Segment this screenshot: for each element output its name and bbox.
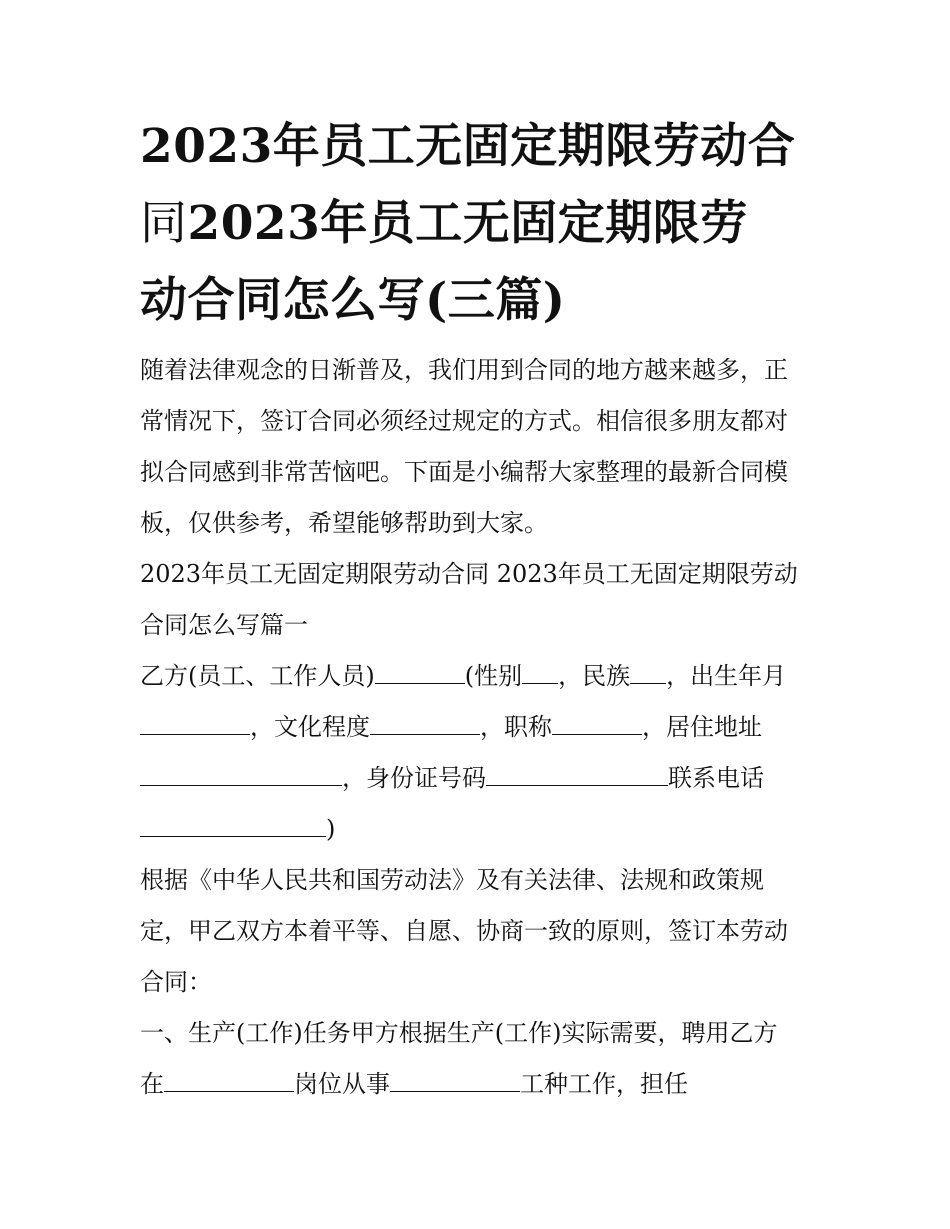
birth-date-label: ，出生年月 [666, 662, 787, 690]
subtitle-line-1: 2023年员工无固定期限劳动合同 2023年员工无固定期限劳动 [140, 560, 798, 588]
birth-date-blank[interactable] [140, 712, 250, 735]
title-line-1-text: 2023年员工无固定期限劳动合 [140, 119, 796, 174]
document-title [140, 108, 820, 339]
address-label: ，居住地址 [642, 713, 762, 741]
ethnicity-blank[interactable] [630, 661, 666, 684]
intro-line-2: 常情况下，签订合同必须经过规定的方式。相信很多朋友都对 [140, 407, 788, 435]
party-b-line-3 [140, 753, 820, 804]
ethnicity-label: ，民族 [558, 662, 631, 690]
work-type-blank[interactable] [390, 1069, 520, 1092]
position-blank[interactable] [164, 1069, 294, 1092]
closing-paren: ) [326, 815, 336, 843]
document-page [140, 108, 820, 1110]
party-b-line-4 [140, 804, 820, 855]
phone-label: 联系电话 [668, 764, 764, 792]
document-body [140, 345, 820, 1110]
clause-1-line-2 [140, 1059, 820, 1110]
title-line-2-prefix: 同 [140, 196, 188, 251]
clause-1-worktype-label: 工种工作，担任 [520, 1070, 688, 1098]
name-blank[interactable] [375, 661, 465, 684]
gender-label: (性别 [464, 662, 523, 690]
title-line-3-text: 动合同怎么写(三篇) [140, 273, 566, 328]
education-label: ，文化程度 [250, 713, 370, 741]
address-blank[interactable] [140, 763, 342, 786]
id-number-blank[interactable] [486, 763, 668, 786]
intro-line-4: 板，仅供参考，希望能够帮助到大家。 [140, 509, 548, 537]
clause-1-at-label: 在 [140, 1070, 164, 1098]
title-rank-label: ，职称 [480, 713, 552, 741]
intro-line-1: 随着法律观念的日渐普及，我们用到合同的地方越来越多，正 [140, 356, 788, 384]
intro-line-3: 拟合同感到非常苦恼吧。下面是小编帮大家整理的最新合同模 [140, 458, 788, 486]
title-line-3 [140, 262, 820, 339]
party-b-line-1 [140, 651, 820, 702]
id-number-label: ，身份证号码 [342, 764, 486, 792]
title-line-2-text: 2023年员工无固定期限劳 [187, 196, 748, 251]
basis-line-2: 定，甲乙双方本着平等、自愿、协商一致的原则，签订本劳动 [140, 917, 788, 945]
gender-blank[interactable] [522, 661, 558, 684]
clause-1-line-1: 一、生产(工作)任务甲方根据生产(工作)实际需要，聘用乙方 [140, 1019, 778, 1047]
title-line-1 [140, 108, 820, 185]
party-b-line-2 [140, 702, 820, 753]
title-rank-blank[interactable] [552, 712, 642, 735]
title-line-2 [140, 185, 820, 262]
clause-1-position-label: 岗位从事 [294, 1070, 390, 1098]
education-blank[interactable] [370, 712, 480, 735]
subtitle-line-2: 合同怎么写篇一 [140, 611, 308, 639]
basis-line-1: 根据《中华人民共和国劳动法》及有关法律、法规和政策规 [140, 866, 764, 894]
party-b-label: 乙方(员工、工作人员) [140, 662, 375, 690]
phone-blank[interactable] [140, 814, 326, 837]
basis-line-3: 合同： [140, 968, 212, 996]
